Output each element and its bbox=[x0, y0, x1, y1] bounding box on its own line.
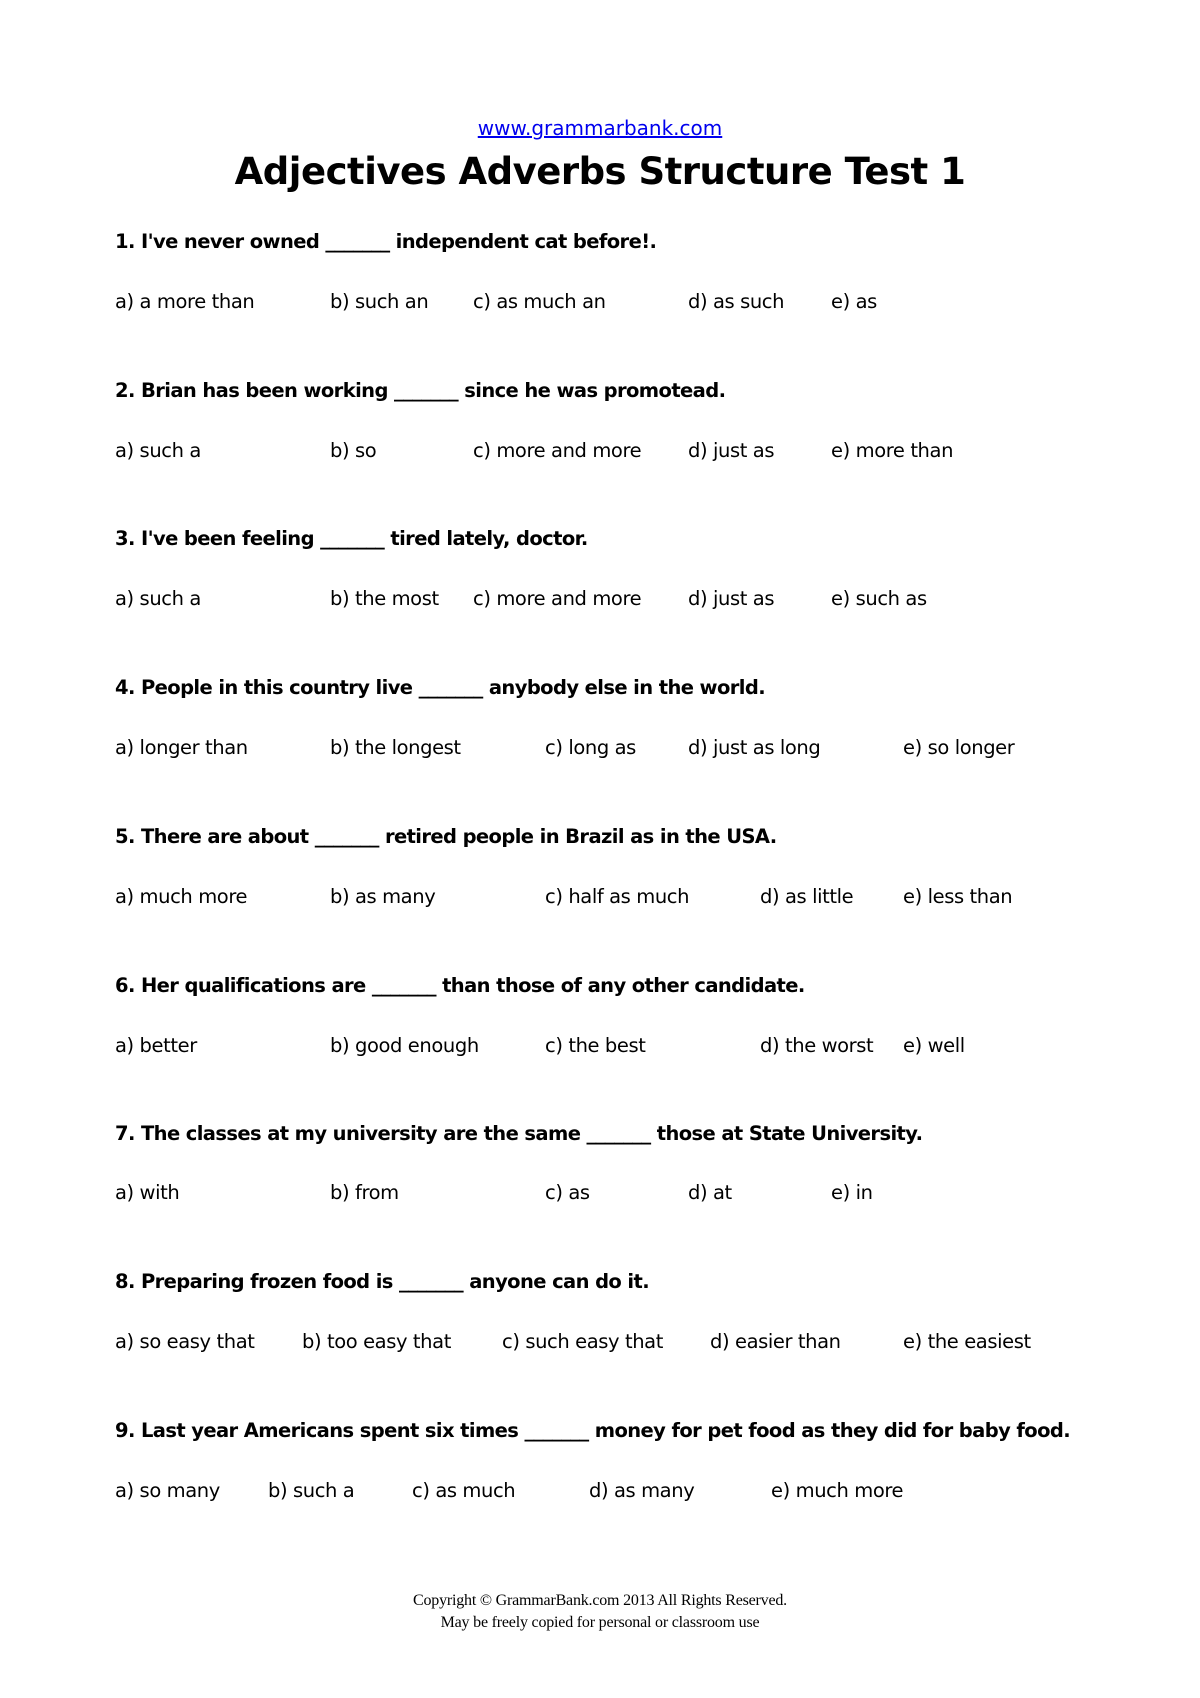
site-link[interactable]: www.grammarbank.com bbox=[477, 116, 723, 140]
option-c[interactable]: c) long as bbox=[545, 736, 636, 759]
options-3 bbox=[0, 587, 1200, 617]
option-b[interactable]: b) the most bbox=[330, 587, 439, 610]
option-c[interactable]: c) more and more bbox=[473, 439, 642, 462]
options-1 bbox=[0, 290, 1200, 320]
option-c[interactable]: c) as much bbox=[412, 1479, 516, 1502]
option-d[interactable]: d) at bbox=[688, 1181, 732, 1204]
option-b[interactable]: b) as many bbox=[330, 885, 436, 908]
options-9 bbox=[0, 1479, 1200, 1509]
question-9: 9. Last year Americans spent six times _______ money for pet food as they did for baby food. bbox=[115, 1419, 1071, 1442]
option-a[interactable]: a) such a bbox=[115, 587, 201, 610]
options-4 bbox=[0, 736, 1200, 766]
option-c[interactable]: c) half as much bbox=[545, 885, 690, 908]
question-5: 5. There are about _______ retired people in Brazil as in the USA. bbox=[115, 825, 777, 848]
options-8 bbox=[0, 1330, 1200, 1360]
option-a[interactable]: a) so easy that bbox=[115, 1330, 255, 1353]
option-b[interactable]: b) from bbox=[330, 1181, 399, 1204]
option-a[interactable]: a) better bbox=[115, 1034, 197, 1057]
page-title: Adjectives Adverbs Structure Test 1 bbox=[234, 150, 966, 193]
usage-note: May be freely copied for personal or classroom use bbox=[440, 1614, 760, 1631]
option-b[interactable]: b) such a bbox=[268, 1479, 355, 1502]
question-2: 2. Brian has been working _______ since he was promotead. bbox=[115, 379, 726, 402]
option-d[interactable]: d) as many bbox=[589, 1479, 695, 1502]
copyright-line: Copyright © GrammarBank.com 2013 All Rights Reserved. bbox=[413, 1592, 787, 1609]
option-c[interactable]: c) the best bbox=[545, 1034, 646, 1057]
option-d[interactable]: d) easier than bbox=[710, 1330, 841, 1353]
option-c[interactable]: c) as much an bbox=[473, 290, 606, 313]
option-b[interactable]: b) so bbox=[330, 439, 377, 462]
question-3: 3. I've been feeling _______ tired lately, doctor. bbox=[115, 527, 588, 550]
option-a[interactable]: a) a more than bbox=[115, 290, 255, 313]
option-b[interactable]: b) such an bbox=[330, 290, 429, 313]
option-a[interactable]: a) longer than bbox=[115, 736, 248, 759]
option-d[interactable]: d) just as bbox=[688, 587, 775, 610]
option-e[interactable]: e) much more bbox=[771, 1479, 904, 1502]
option-e[interactable]: e) the easiest bbox=[903, 1330, 1031, 1353]
question-8: 8. Preparing frozen food is _______ anyone can do it. bbox=[115, 1270, 650, 1293]
options-7 bbox=[0, 1181, 1200, 1211]
option-d[interactable]: d) the worst bbox=[760, 1034, 874, 1057]
option-c[interactable]: c) such easy that bbox=[502, 1330, 663, 1353]
option-e[interactable]: e) well bbox=[903, 1034, 965, 1057]
option-d[interactable]: d) just as bbox=[688, 439, 775, 462]
option-c[interactable]: c) more and more bbox=[473, 587, 642, 610]
option-d[interactable]: d) as such bbox=[688, 290, 785, 313]
option-e[interactable]: e) such as bbox=[831, 587, 927, 610]
options-5 bbox=[0, 885, 1200, 915]
question-6: 6. Her qualifications are _______ than those of any other candidate. bbox=[115, 974, 805, 997]
option-c[interactable]: c) as bbox=[545, 1181, 590, 1204]
question-1: 1. I've never owned _______ independent cat before!. bbox=[115, 230, 657, 253]
option-a[interactable]: a) much more bbox=[115, 885, 248, 908]
options-6 bbox=[0, 1034, 1200, 1064]
option-e[interactable]: e) more than bbox=[831, 439, 954, 462]
option-e[interactable]: e) less than bbox=[903, 885, 1013, 908]
option-d[interactable]: d) just as long bbox=[688, 736, 821, 759]
question-7: 7. The classes at my university are the same _______ those at State University. bbox=[115, 1122, 923, 1145]
option-e[interactable]: e) as bbox=[831, 290, 877, 313]
option-a[interactable]: a) such a bbox=[115, 439, 201, 462]
option-a[interactable]: a) with bbox=[115, 1181, 180, 1204]
question-4: 4. People in this country live _______ anybody else in the world. bbox=[115, 676, 766, 699]
option-e[interactable]: e) in bbox=[831, 1181, 873, 1204]
option-a[interactable]: a) so many bbox=[115, 1479, 220, 1502]
options-2 bbox=[0, 439, 1200, 469]
option-b[interactable]: b) too easy that bbox=[302, 1330, 451, 1353]
option-b[interactable]: b) the longest bbox=[330, 736, 461, 759]
option-b[interactable]: b) good enough bbox=[330, 1034, 479, 1057]
option-e[interactable]: e) so longer bbox=[903, 736, 1015, 759]
option-d[interactable]: d) as little bbox=[760, 885, 854, 908]
